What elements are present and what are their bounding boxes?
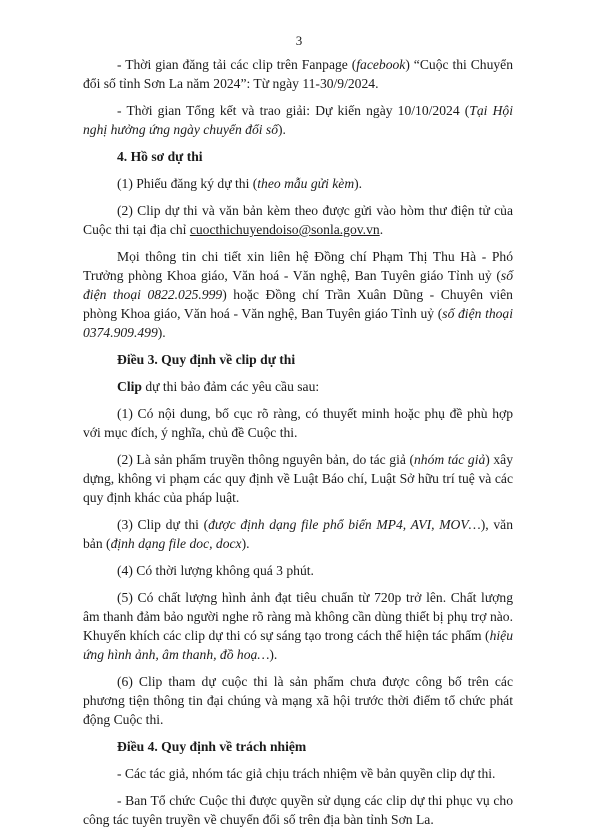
text: dự thi bảo đảm các yêu cầu sau: xyxy=(141,379,320,394)
text: (1) Phiếu đăng ký dự thi ( xyxy=(117,176,258,191)
text: ). xyxy=(241,536,250,551)
bold-text: Clip xyxy=(117,379,142,394)
paragraph-responsibility-2: - Ban Tổ chức Cuộc thi được quyền sử dụng các clip dự thi phục vụ cho công tác tuyên truyền về chuyển đổi số trên địa bàn tỉnh Sơn La. xyxy=(83,793,513,827)
paragraph-requirement-6: (6) Clip tham dự cuộc thi là sản phẩm chưa được công bố trên các phương tiện thông tin đại chúng và mạng xã hội trước thời điểm tổ chức phát động Cuộc thi. xyxy=(83,674,513,727)
text: ). xyxy=(269,647,278,662)
text: - Thời gian Tổng kết và trao giải: Dự kiến ngày 10/10/2024 ( xyxy=(117,103,470,118)
italic-text: được định dạng file phổ biến MP4, AVI, MOV… xyxy=(208,517,481,532)
document-body xyxy=(83,55,513,837)
text: . xyxy=(379,222,384,237)
paragraph-submission-email xyxy=(83,201,513,239)
text: ) “Cuộc thi Chuyển đổi số tỉnh Sơn La năm 2024”: Từ ngày 11-30/9/2024. xyxy=(83,57,514,91)
text: (2) Là sản phẩm truyền thông nguyên bản, do tác giả ( xyxy=(117,452,414,467)
text: ). xyxy=(278,122,286,137)
italic-text: hiệu ứng hình ảnh, âm thanh, đồ hoạ… xyxy=(83,628,513,662)
phone-number-1: số điện thoại 0822.025.999 xyxy=(83,268,513,302)
text: ). xyxy=(354,176,363,191)
text: (2) Clip dự thi và văn bản kèm theo được gửi vào hòm thư điện tử của Cuộc thi tại địa chỉ xyxy=(83,203,513,237)
text: Mọi thông tin chi tiết xin liên hệ Đồng chí Phạm Thị Thu Hà - Phó Trưởng phòng Khoa giáo, Văn hoá - Văn nghệ, Ban Tuyên giáo Tỉnh uỷ ( xyxy=(83,249,513,283)
italic-text: Tại Hội nghị hưởng ứng ngày chuyển đổi số xyxy=(83,103,513,137)
italic-text: theo mẫu gửi kèm xyxy=(257,176,355,191)
paragraph-clip-requirements-intro xyxy=(83,377,513,396)
heading-dieu-3: Điều 3. Quy định về clip dự thi xyxy=(117,352,296,367)
phone-number-2: số điện thoại 0374.909.499 xyxy=(83,306,514,340)
italic-text: định dạng file doc, docx xyxy=(110,536,242,551)
text: ), văn bản ( xyxy=(83,517,513,551)
text: ) hoặc Đồng chí Trần Xuân Dũng - Chuyên viên phòng Khoa giáo, Văn hoá - Văn nghệ, Ban Tuyên giáo Tỉnh uỷ ( xyxy=(83,287,513,321)
text: ). xyxy=(157,325,166,340)
heading-ho-so: 4. Hồ sơ dự thi xyxy=(117,149,203,164)
heading-dieu-4: Điều 4. Quy định về trách nhiệm xyxy=(117,739,307,754)
paragraph-award-period xyxy=(83,101,513,139)
paragraph-requirement-4: (4) Có thời lượng không quá 3 phút. xyxy=(117,563,314,578)
paragraph-requirement-2 xyxy=(83,450,513,507)
text: (5) Có chất lượng hình ảnh đạt tiêu chuẩn từ 720p trở lên. Chất lượng âm thanh đảm bảo người nghe rõ ràng mà không cần dùng thiết bị phụ trợ nào. Khuyến khích các clip dự thi có sự sáng tạo trong cách thể hiện tác phẩm ( xyxy=(83,590,513,643)
paragraph-contact-info xyxy=(83,247,513,342)
page-number: 3 xyxy=(295,33,303,48)
paragraph-registration-form xyxy=(83,174,513,193)
paragraph-requirement-1: (1) Có nội dung, bố cục rõ ràng, có thuyết minh hoặc phụ đề phù hợp với mục đích, ý nghĩa, chủ đề Cuộc thi. xyxy=(83,406,513,440)
italic-text: facebook xyxy=(356,57,406,72)
italic-text: nhóm tác giả xyxy=(413,452,486,467)
text: (3) Clip dự thi ( xyxy=(117,517,209,532)
paragraph-requirement-5 xyxy=(83,588,513,664)
paragraph-fanpage-period xyxy=(83,55,513,93)
text: - Thời gian đăng tải các clip trên Fanpage ( xyxy=(117,57,357,72)
paragraph-responsibility-1: - Các tác giả, nhóm tác giả chịu trách nhiệm về bản quyền clip dự thi. xyxy=(117,766,496,781)
paragraph-requirement-3 xyxy=(83,515,513,553)
text: ) xây dựng, không vi phạm các quy định về Luật Báo chí, Luật Sở hữu trí tuệ và các quy định khác của pháp luật. xyxy=(83,452,513,505)
email-link[interactable]: cuocthichuyendoiso@sonla.gov.vn xyxy=(189,222,380,237)
